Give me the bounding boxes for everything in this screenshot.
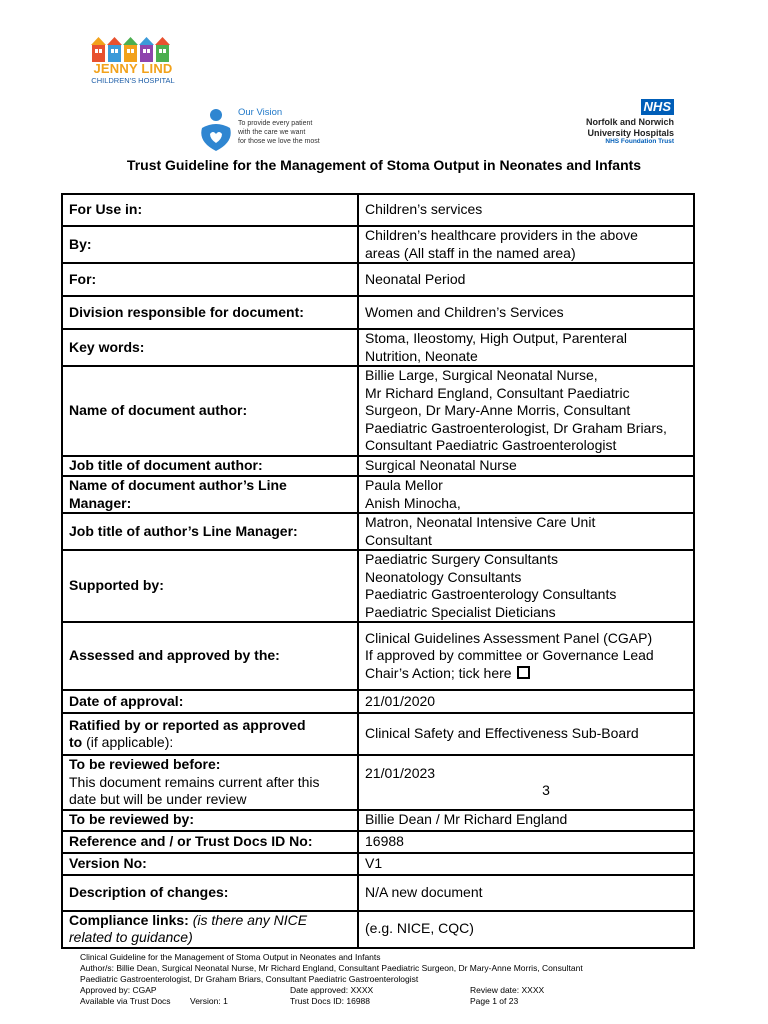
label-supported-by: Supported by:: [62, 550, 358, 622]
table-row: [62, 690, 694, 713]
table-row: [62, 263, 694, 296]
label-assessed: Assessed and approved by the:: [62, 622, 358, 690]
table-row: [62, 513, 694, 550]
label-key-words: Key words:: [62, 329, 358, 366]
label-ratified: Ratified by or reported as approved to (if applicable):: [62, 713, 358, 755]
tick-checkbox[interactable]: [517, 666, 530, 679]
label-review-before: To be reviewed before: This document remains current after this date but will be under review: [62, 755, 358, 810]
table-row: [62, 755, 694, 810]
page-footer: [80, 952, 690, 1007]
table-row: [62, 622, 694, 690]
footer-date-approved: Date approved: XXXX: [290, 985, 374, 995]
table-row: [62, 853, 694, 875]
footer-version: Version: 1: [190, 996, 228, 1006]
label-version: Version No:: [62, 853, 358, 875]
label-for-use-in: For Use in:: [62, 194, 358, 226]
jenny-lind-logo: [88, 36, 178, 86]
value-assessed: Clinical Guidelines Assessment Panel (CGAP) If approved by committee or Governance Lead Chair’s Action; tick here: [358, 622, 694, 690]
people-heart-icon: [198, 108, 234, 152]
value-for: Neonatal Period: [358, 263, 694, 296]
label-date-approval: Date of approval:: [62, 690, 358, 713]
our-vision-logo: [198, 106, 338, 152]
nhs-badge: NHS: [641, 99, 674, 115]
footer-approved-by: Approved by: CGAP: [80, 985, 157, 995]
value-key-words: Stoma, Ileostomy, High Output, Parenteral Nutrition, Neonate: [358, 329, 694, 366]
value-reviewed-by: Billie Dean / Mr Richard England: [358, 810, 694, 831]
nhs-logo: [578, 98, 674, 150]
document-info-table: [61, 193, 695, 949]
nhs-trust-line2: University Hospitals: [587, 128, 674, 138]
footer-line2: Author/s: Billie Dean, Surgical Neonatal Nurse, Mr Richard England, Consultant Paediatric Surgeon, Dr Mary-Anne Morris, Consultant: [80, 963, 583, 973]
value-review-before: 21/01/2023 3: [358, 755, 694, 810]
table-row: [62, 875, 694, 911]
table-row: [62, 713, 694, 755]
footer-docs-id: Trust Docs ID: 16988: [290, 996, 370, 1006]
footer-line1: Clinical Guideline for the Management of Stoma Output in Neonates and Infants: [80, 952, 381, 962]
footer-line3: Paediatric Gastroenterologist, Dr Graham Briars, Consultant Paediatric Gastroenterologist: [80, 974, 419, 984]
label-by: By:: [62, 226, 358, 263]
footer-review-date: Review date: XXXX: [470, 985, 545, 995]
value-line-manager-job: Matron, Neonatal Intensive Care Unit Consultant: [358, 513, 694, 550]
table-row: [62, 831, 694, 853]
table-row: [62, 226, 694, 263]
value-compliance: (e.g. NICE, CQC): [358, 911, 694, 948]
table-row: [62, 329, 694, 366]
value-division: Women and Children’s Services: [358, 296, 694, 329]
table-row: [62, 476, 694, 513]
label-author-job: Job title of document author:: [62, 456, 358, 476]
value-author-name: Billie Large, Surgical Neonatal Nurse, Mr Richard England, Consultant Paediatric Surgeon, Dr Mary-Anne Morris, Consultant Paediatric Gastroenterologist, Dr Graham Briars, Consultant Paediatric Gastroenterologist: [358, 366, 694, 456]
value-line-manager: Paula Mellor Anish Minocha,: [358, 476, 694, 513]
value-changes: N/A new document: [358, 875, 694, 911]
label-for: For:: [62, 263, 358, 296]
value-for-use-in: Children’s services: [358, 194, 694, 226]
label-reviewed-by: To be reviewed by:: [62, 810, 358, 831]
value-supported-by: Paediatric Surgery Consultants Neonatology Consultants Paediatric Gastroenterology Consultants Paediatric Specialist Dieticians: [358, 550, 694, 622]
value-ratified: Clinical Safety and Effectiveness Sub-Board: [358, 713, 694, 755]
document-title: Trust Guideline for the Management of Stoma Output in Neonates and Infants: [126, 157, 642, 173]
vision-text: To provide every patient with the care we want for those we love the most: [238, 120, 320, 145]
value-date-approval: 21/01/2020: [358, 690, 694, 713]
table-row: [62, 194, 694, 226]
value-by: Children’s healthcare providers in the above areas (All staff in the named area): [358, 226, 694, 263]
label-changes: Description of changes:: [62, 875, 358, 911]
nhs-trust-line1: Norfolk and Norwich: [585, 117, 674, 127]
footer-availability-row: [80, 996, 690, 1007]
table-row: [62, 550, 694, 622]
houses-icon: [88, 36, 178, 62]
footer-approval-row: [80, 985, 690, 996]
footer-page: Page 1 of 23: [470, 996, 519, 1006]
nhs-trust-line3: NHS Foundation Trust: [605, 138, 674, 145]
jenny-lind-name: JENNY LIND: [93, 61, 173, 76]
label-line-manager: Name of document author’s Line Manager:: [62, 476, 358, 513]
value-version: V1: [358, 853, 694, 875]
label-reference: Reference and / or Trust Docs ID No:: [62, 831, 358, 853]
table-row: [62, 366, 694, 456]
footer-available: Available via Trust Docs: [80, 996, 171, 1006]
value-author-job: Surgical Neonatal Nurse: [358, 456, 694, 476]
table-row: [62, 296, 694, 329]
value-reference: 16988: [358, 831, 694, 853]
label-compliance: Compliance links: (is there any NICE related to guidance): [62, 911, 358, 948]
table-row: [62, 810, 694, 831]
jenny-lind-sub: CHILDREN'S HOSPITAL: [91, 76, 175, 85]
vision-title: Our Vision: [238, 107, 283, 118]
label-line-manager-job: Job title of author’s Line Manager:: [62, 513, 358, 550]
table-row: [62, 911, 694, 948]
label-author-name: Name of document author:: [62, 366, 358, 456]
label-division: Division responsible for document:: [62, 296, 358, 329]
table-row: [62, 456, 694, 476]
